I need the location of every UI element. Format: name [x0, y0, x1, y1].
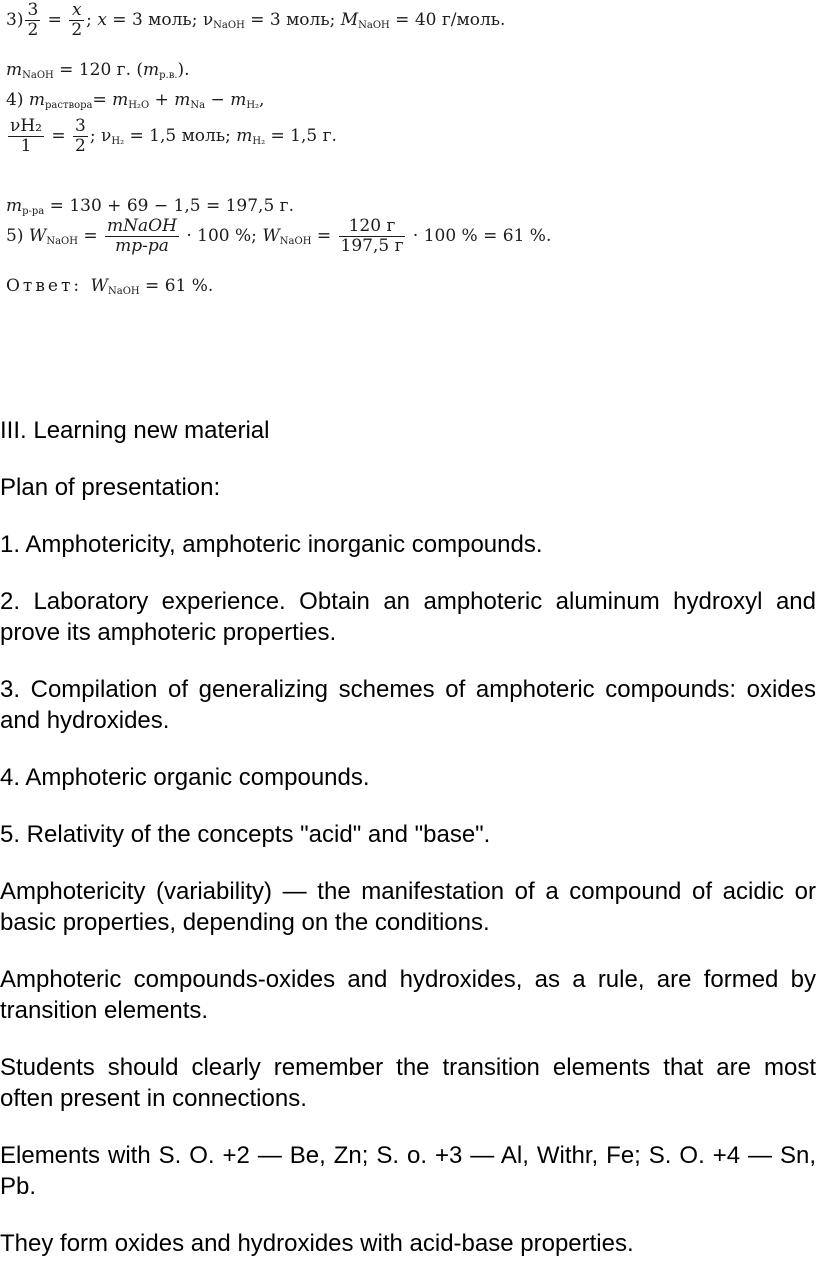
fraction: $\frac{120 г}{197,5 г}$	[340, 216, 404, 256]
paragraph-amphotericity: Amphotericity (variability) — the manifestation of a compound of acidic or basic properties, depending on the conditions.	[0, 878, 816, 936]
plan-item-2: 2. Laboratory experience. Obtain an amphoteric aluminum hydroxyl and prove its amphoteric properties.	[0, 588, 816, 646]
fraction: $\frac{\text{νH₂}}{1}$	[10, 116, 42, 156]
formula-line-3: 3) $\frac{3}{2}$ = $\frac{x}{2}$ ; x = 3 моль; $\nu_{NaOH} = 3$ моль; $M_{NaOH} = 40$ г/моль.	[6, 0, 506, 40]
answer-line: Ответ: $W_{NaOH} = 61$ %.	[6, 276, 214, 297]
lesson-text	[0, 415, 816, 1285]
scanned-solution-image	[0, 0, 560, 320]
fraction: $\frac{x}{2}$	[71, 0, 83, 40]
formula-line-nu-h2: $\frac{\text{νH₂}}{1}$ = $\frac{3}{2}$ ; $\nu_{H_2} = 1,5$ моль; $m_{H_2} = 1,5$ г.	[10, 116, 337, 156]
formula-line-5: 5) $W_{NaOH}$ = $\frac{\text{mNaOH}}{mр-ра}$ · 100 %; $W_{NaOH}$ = $\frac{120 г}{197,5 г}$ · 100 % = 61 %.	[6, 216, 552, 256]
fraction: $\frac{3}{2}$	[27, 0, 39, 40]
plan-item-3: 3. Compilation of generalizing schemes of amphoteric compounds: oxides and hydroxides.	[0, 676, 816, 734]
fraction: $\frac{\text{mNaOH}}{mр-ра}$	[107, 216, 177, 256]
plan-item-4: 4. Amphoteric organic compounds.	[0, 764, 370, 791]
paragraph-elements: Elements with S. O. +2 — Be, Zn; S. o. +3 — Al, Withr, Fe; S. O. +4 — Sn, Pb.	[0, 1142, 816, 1200]
paragraph-oxides: They form oxides and hydroxides with acid-base properties.	[0, 1230, 634, 1257]
formula-line-mass-naoh: $m_{NaOH} = 120$ г. $(m_{р.в.})$.	[6, 60, 190, 81]
plan-title: Plan of presentation:	[0, 474, 221, 501]
step-number: 3)	[6, 10, 24, 30]
section-heading: III. Learning new material	[0, 417, 270, 444]
plan-item-1: 1. Amphotericity, amphoteric inorganic compounds.	[0, 531, 543, 558]
formula-line-4: 4) $m_{раствора}= m_{H_2O} + m_{Na} - m_{H_2}$,	[6, 90, 265, 111]
formula-line-solution-mass: $m_{р-ра} = 130 + 69 - 1,5 = 197,5$ г.	[6, 196, 294, 217]
plan-item-5: 5. Relativity of the concepts "acid" and "base".	[0, 821, 491, 848]
fraction: $\frac{3}{2}$	[75, 116, 86, 156]
paragraph-students: Students should clearly remember the transition elements that are most often present in connections.	[0, 1054, 816, 1112]
paragraph-amphoteric-compounds: Amphoteric compounds-oxides and hydroxides, as a rule, are formed by transition elements.	[0, 966, 816, 1024]
